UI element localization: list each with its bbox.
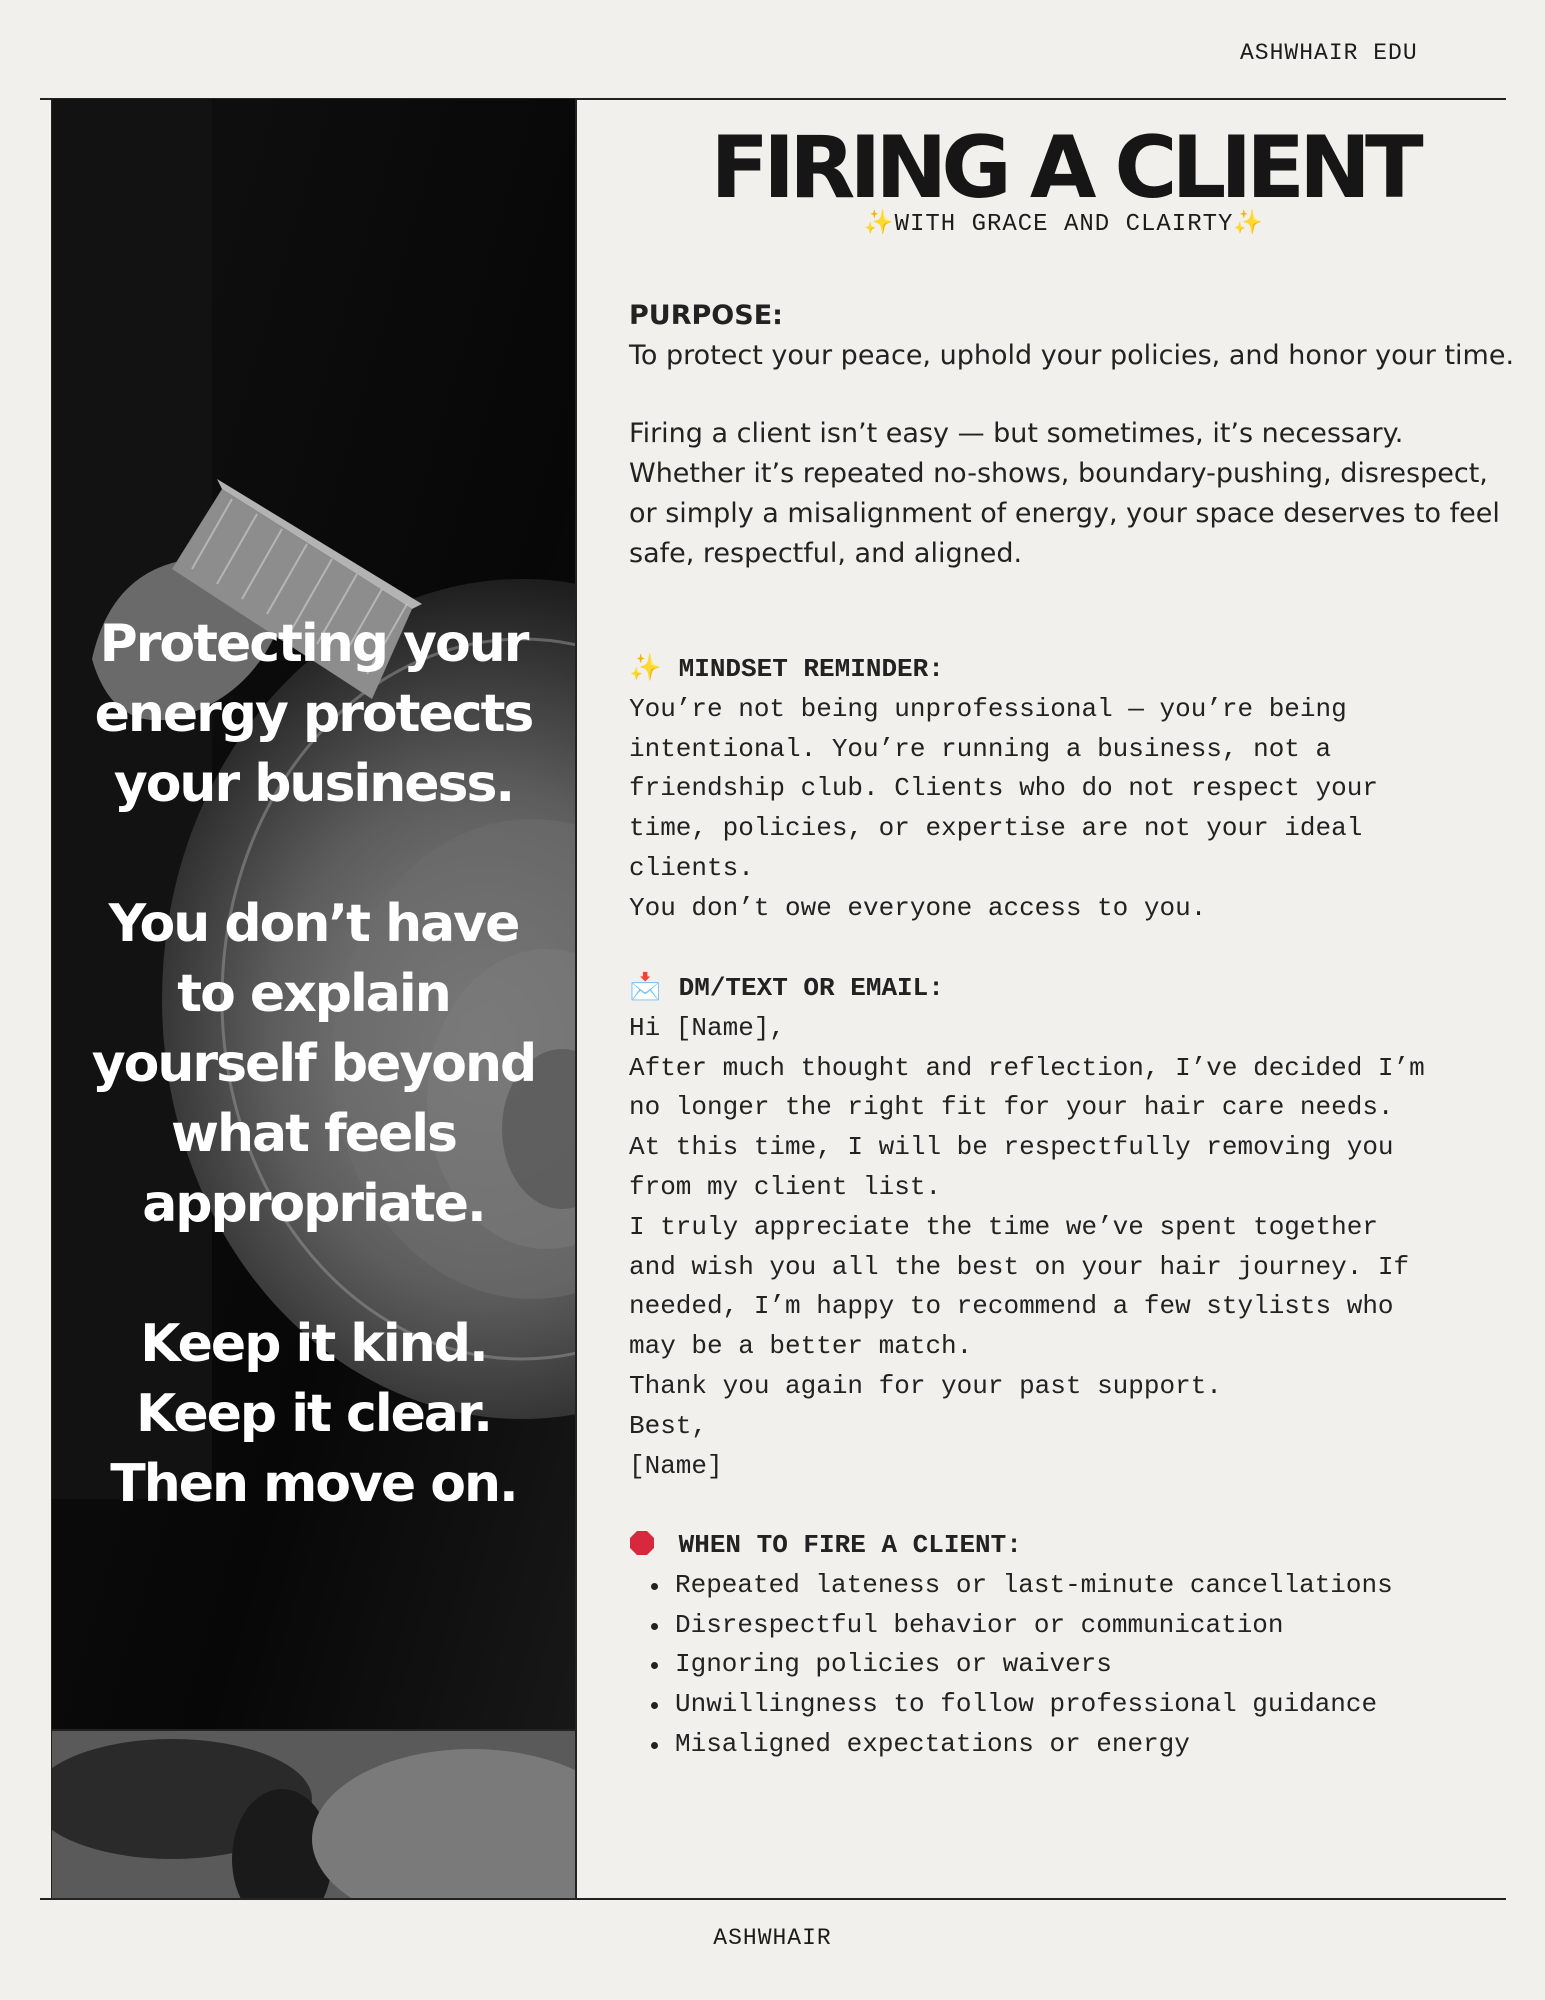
dm-line: [Name] [629,1450,723,1481]
quote-line: to explain [177,964,450,1024]
page-subtitle [614,208,1514,238]
dm-heading: 📩 DM/TEXT OR EMAIL: [629,969,1519,1009]
reasons-list [629,1566,1519,1765]
intro-paragraph: Firing a client isn’t easy — but sometimes, it’s necessary. Whether it’s repeated no-shows, boundary-pushing, disrespect, or simply a misalignment of energy, your space deserves to feel safe, respectful, and aligned. [629,418,1500,569]
dm-section [629,969,1519,1486]
page-title: FIRING A CLIENT [710,118,1418,218]
mindset-line: time, policies, or expertise are not your ideal [629,813,1363,844]
envelope-icon: 📩 [629,973,662,1003]
dm-line: needed, I’m happy to recommend a few stylists who [629,1291,1394,1322]
mindset-heading: ✨ MINDSET REMINDER: [629,650,1519,690]
quote-line: Keep it kind. [140,1314,487,1374]
sparkle-icon: ✨ [629,654,662,684]
quote-line: You don’t have [108,894,519,954]
mindset-line: friendship club. Clients who do not respect your [629,773,1378,804]
list-item: Disrespectful behavior or communication [675,1606,1519,1646]
left-photo-panel [52,99,575,1898]
quote-line: Then move on. [110,1454,517,1514]
mindset-section [629,650,1519,929]
dm-line: I truly appreciate the time we’ve spent together [629,1211,1378,1242]
when-section [629,1526,1519,1765]
quote-line: yourself beyond [91,1034,536,1094]
brand-header: ASHWHAIR EDU [1240,40,1418,66]
quote-explain [52,889,575,1239]
mindset-line: clients. [629,852,754,883]
dm-line: from my client list. [629,1171,942,1202]
quote-line: what feels [170,1104,457,1164]
column-divider [575,99,577,1899]
dm-line: may be a better match. [629,1331,973,1362]
sparkle-icon: ✨ [863,211,895,238]
purpose-label: PURPOSE: [629,300,783,331]
quote-keep-kind [52,1309,575,1519]
quote-line: Keep it clear. [135,1384,492,1444]
quote-line: appropriate. [142,1174,485,1234]
dm-line: and wish you all the best on your hair journey. If [629,1251,1410,1282]
dm-line: no longer the right fit for your hair care needs. [629,1092,1394,1123]
subtitle-text: WITH GRACE AND CLAIRTY [894,211,1234,238]
dm-line: Thank you again for your past support. [629,1370,1222,1401]
list-item: Misaligned expectations or energy [675,1725,1519,1765]
mindset-line: intentional. You’re running a business, not a [629,733,1332,764]
brand-footer: ASHWHAIR [713,1925,832,1951]
stop-sign-icon [629,1526,663,1566]
list-item: Repeated lateness or last-minute cancellations [675,1566,1519,1606]
list-item: Unwillingness to follow professional guidance [675,1685,1519,1725]
mindset-line: You don’t owe everyone access to you. [629,892,1207,923]
dm-line: Hi [Name], [629,1012,786,1043]
mindset-line: You’re not being unprofessional — you’re being [629,693,1347,724]
list-item: Ignoring policies or waivers [675,1645,1519,1685]
when-heading: WHEN TO FIRE A CLIENT: [629,1526,1519,1566]
dm-line: Best, [629,1410,708,1441]
quote-line: energy protects [94,684,533,744]
bottom-rule [40,1898,1506,1900]
quote-line: Protecting your [99,614,528,674]
purpose-text: To protect your peace, uphold your policies, and honor your time. [629,340,1515,371]
dm-line: At this time, I will be respectfully removing you [629,1132,1394,1163]
dm-line: After much thought and reflection, I’ve decided I’m [629,1052,1425,1083]
purpose-section [629,296,1519,376]
sparkle-icon: ✨ [1233,211,1265,238]
quote-energy [52,609,575,819]
quote-line: your business. [113,754,514,814]
